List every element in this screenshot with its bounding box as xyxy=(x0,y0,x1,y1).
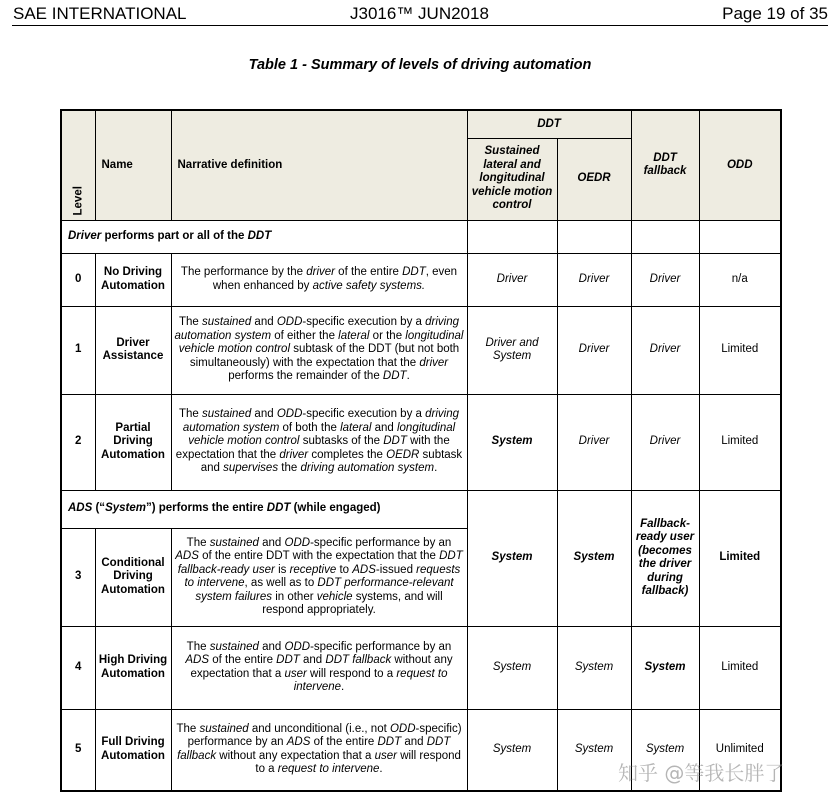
level-cell: 3 xyxy=(61,528,95,626)
odd-cell: Limited xyxy=(699,490,781,626)
header-page-number: Page 19 of 35 xyxy=(722,4,828,23)
level-name: High Driving Automation xyxy=(95,626,171,709)
odd-cell: Limited xyxy=(699,306,781,394)
level-cell: 5 xyxy=(61,709,95,791)
level-definition: The sustained and ODD-specific performance by an ADS of the entire DDT and DDT fallback without any expectation that a user will respond to a request to intervene. xyxy=(171,626,467,709)
fallback-cell: System xyxy=(631,626,699,709)
sustained-cell: System xyxy=(467,626,557,709)
level-definition: The sustained and ODD-specific execution by a driving automation system of both the lateral and longitudinal vehicle motion control subtasks of the DDT with the expectation that the driver completes the OEDR subtask and supervises the driving automation system. xyxy=(171,394,467,490)
automation-levels-table xyxy=(60,109,785,792)
odd-cell: n/a xyxy=(699,253,781,306)
fallback-cell: Driver xyxy=(631,253,699,306)
fallback-cell: Driver xyxy=(631,394,699,490)
name-header: Name xyxy=(95,110,171,220)
oedr-header: OEDR xyxy=(557,138,631,220)
level-header: Level xyxy=(61,110,95,220)
sustained-cell: System xyxy=(467,490,557,626)
sustained-header: Sustained lateral and longitudinal vehicle motion control xyxy=(467,138,557,220)
oedr-cell: System xyxy=(557,709,631,791)
level-name: Full Driving Automation xyxy=(95,709,171,791)
odd-cell: Unlimited xyxy=(699,709,781,791)
narrative-header: Narrative definition xyxy=(171,110,467,220)
fallback-header: DDT fallback xyxy=(631,110,699,220)
oedr-cell: Driver xyxy=(557,306,631,394)
level-name: Driver Assistance xyxy=(95,306,171,394)
section-heading-ads: ADS (“System”) performs the entire DDT (while engaged) xyxy=(61,490,467,528)
section-heading-driver: Driver performs part or all of the DDT xyxy=(61,220,467,253)
sustained-cell: Driver xyxy=(467,253,557,306)
level-definition: The sustained and ODD-specific execution by a driving automation system of either the lateral or the longitudinal vehicle motion control subtask of the DDT (but not both simultaneously) with the expectation that the driver performs the remainder of the DDT. xyxy=(171,306,467,394)
level-cell: 4 xyxy=(61,626,95,709)
level-definition: The sustained and unconditional (i.e., not ODD-specific) performance by an ADS of the entire DDT and DDT fallback without any expectation that a user will respond to a request to intervene. xyxy=(171,709,467,791)
header-rule xyxy=(12,25,828,26)
table-caption: Table 1 - Summary of levels of driving automation xyxy=(248,57,592,73)
header-doc-id: J3016™ JUN2018 xyxy=(350,4,489,23)
level-name: Partial Driving Automation xyxy=(95,394,171,490)
header-org: SAE INTERNATIONAL xyxy=(13,4,187,23)
odd-cell: Limited xyxy=(699,394,781,490)
level-cell: 2 xyxy=(61,394,95,490)
fallback-cell: Driver xyxy=(631,306,699,394)
sustained-cell: System xyxy=(467,394,557,490)
fallback-cell: System xyxy=(631,709,699,791)
odd-cell: Limited xyxy=(699,626,781,709)
fallback-cell: Fallback-ready user (becomes the driver during fallback) xyxy=(631,490,699,626)
oedr-cell: Driver xyxy=(557,253,631,306)
odd-header: ODD xyxy=(699,110,781,220)
watermark: 知乎 @等我长胖了 xyxy=(618,761,785,785)
oedr-cell: System xyxy=(557,626,631,709)
oedr-cell: Driver xyxy=(557,394,631,490)
ddt-header: DDT xyxy=(467,110,631,138)
level-name: No Driving Automation xyxy=(95,253,171,306)
level-definition: The performance by the driver of the entire DDT, even when enhanced by active safety systems. xyxy=(171,253,467,306)
sustained-cell: System xyxy=(467,709,557,791)
level-name: Conditional Driving Automation xyxy=(95,528,171,626)
level-definition: The sustained and ODD-specific performance by an ADS of the entire DDT with the expectation that the DDT fallback-ready user is receptive to ADS-issued requests to intervene, as well as to DDT performance-relevant system failures in other vehicle systems, and will respond appropriately. xyxy=(171,528,467,626)
sustained-cell: Driver and System xyxy=(467,306,557,394)
level-cell: 1 xyxy=(61,306,95,394)
level-cell: 0 xyxy=(61,253,95,306)
oedr-cell: System xyxy=(557,490,631,626)
